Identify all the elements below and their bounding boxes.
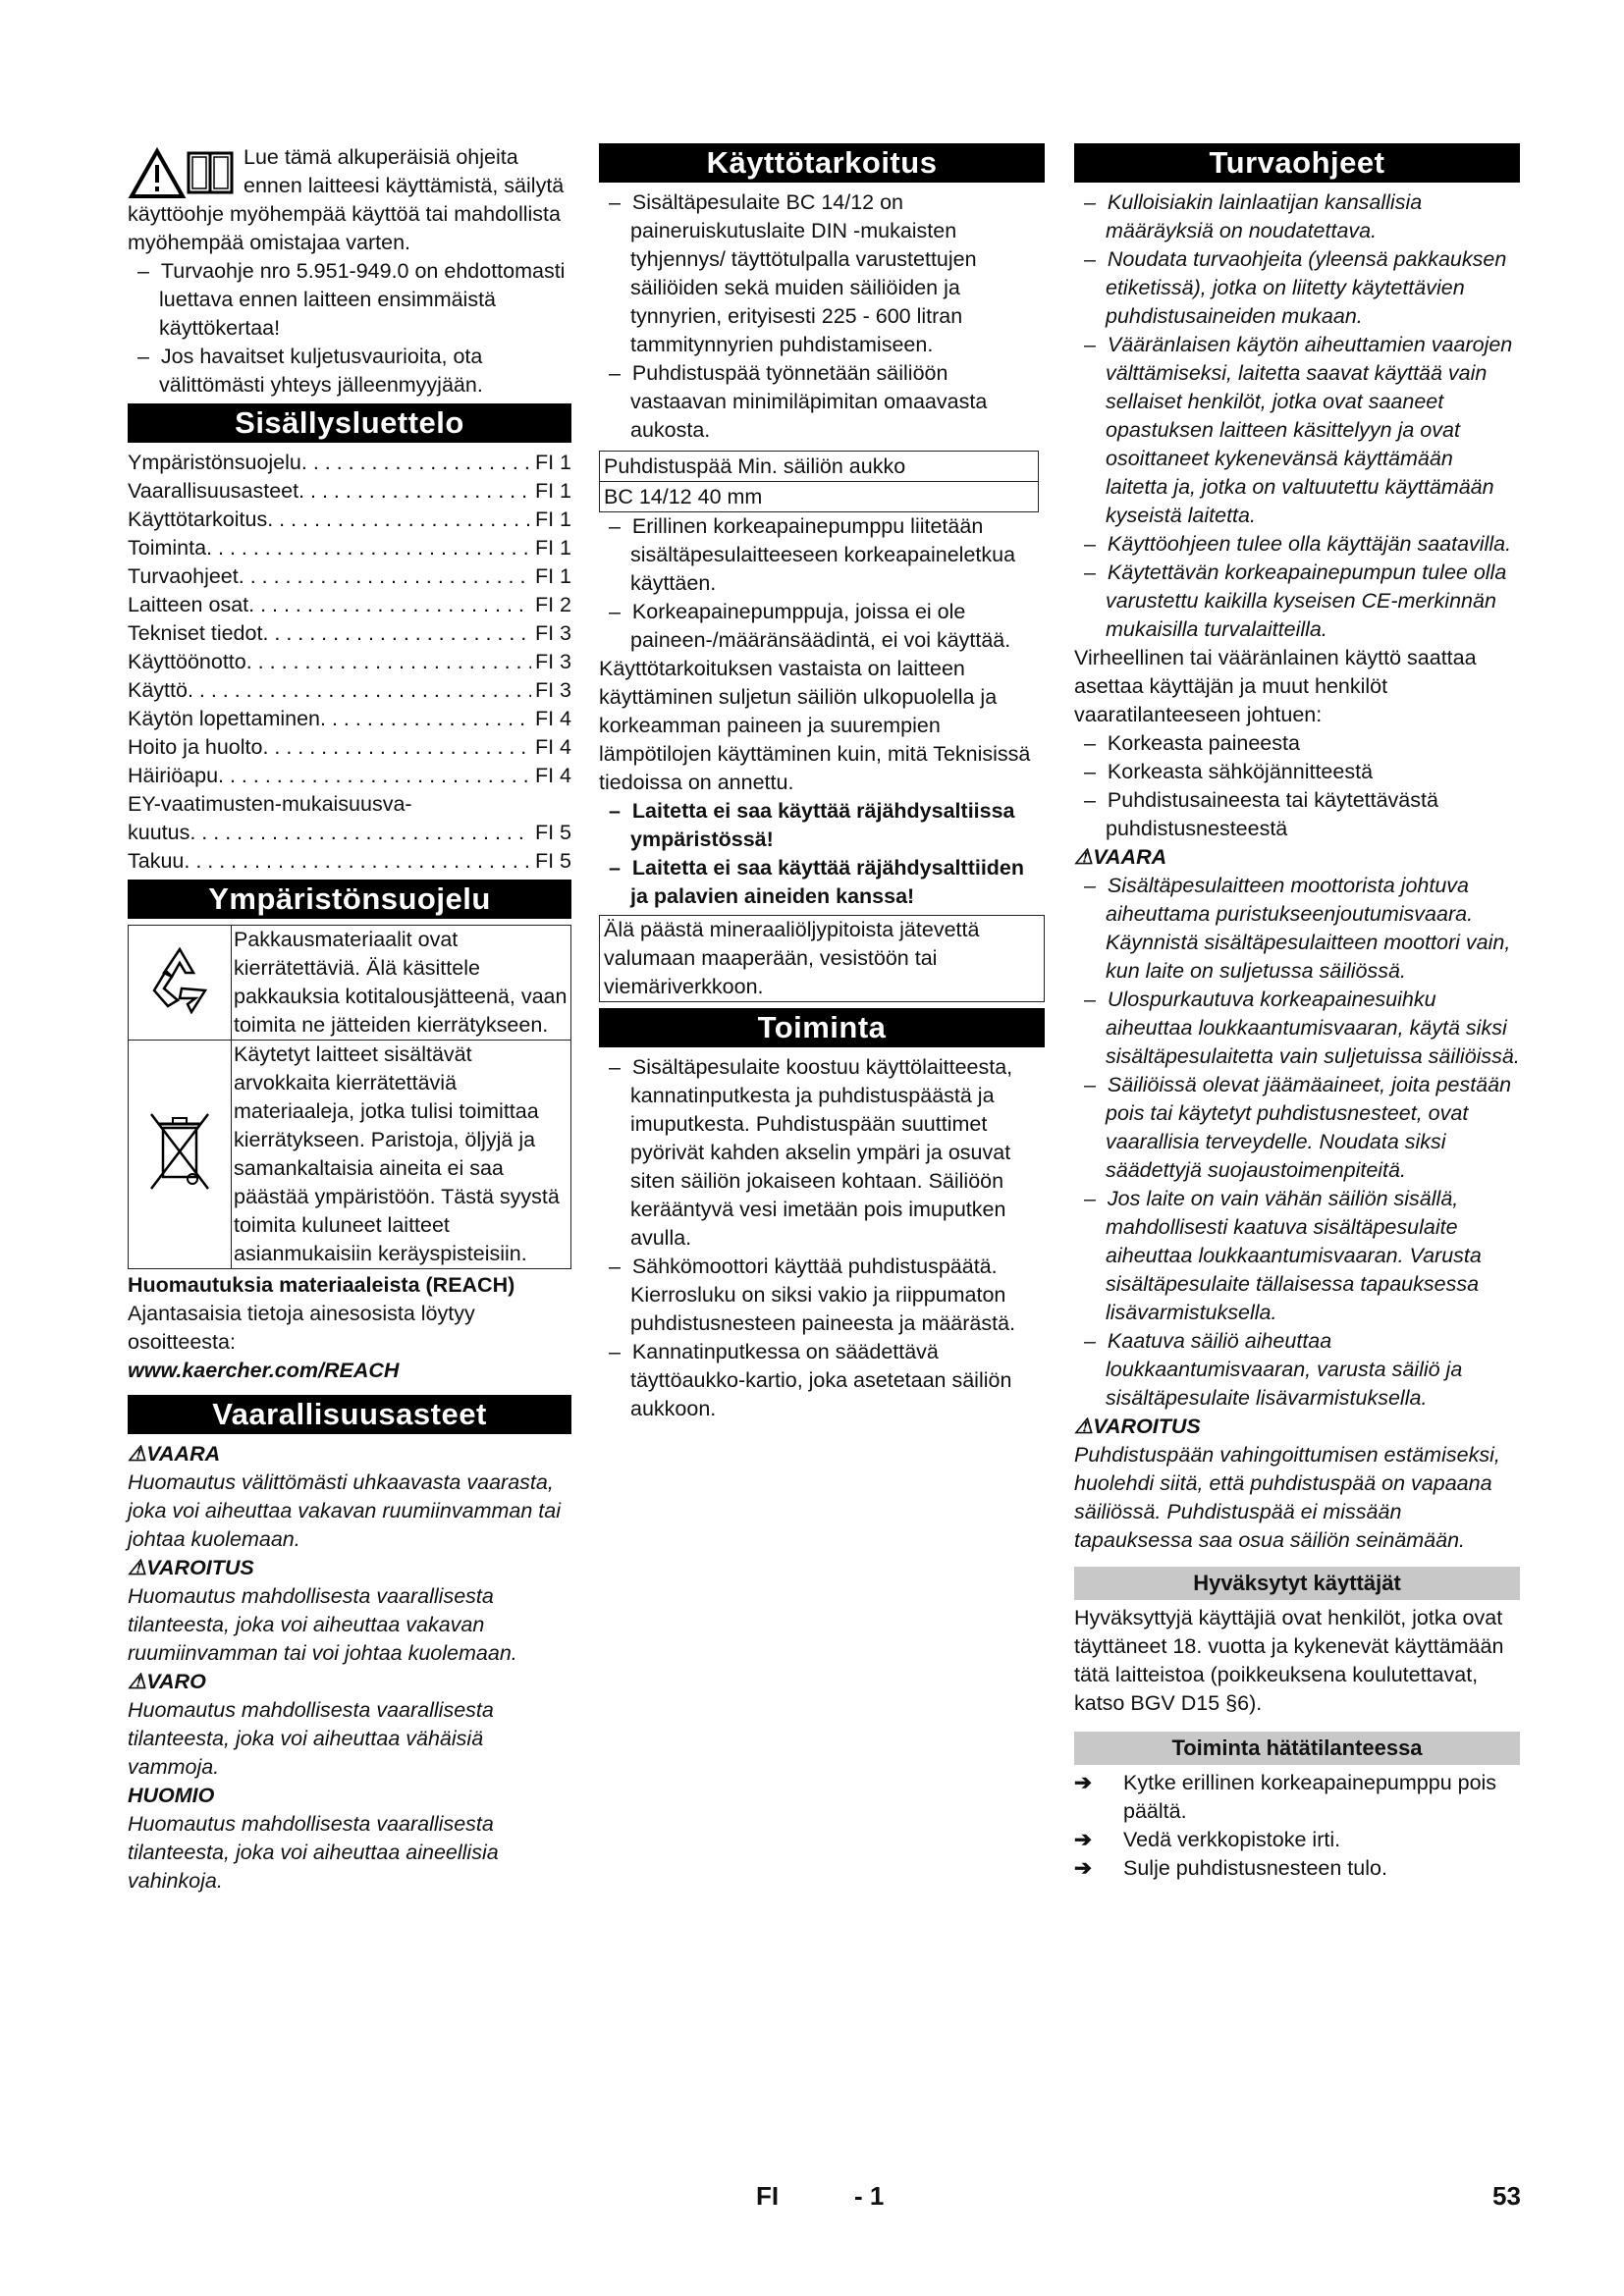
toc-item[interactable]: Ympäristönsuojelu . . . FI 1 [128,449,571,477]
intro-item: – Jos havaitset kuljetusvaurioita, ota välittömästi yhteys jälleenmyyjään. [128,343,571,400]
toc-item[interactable]: Turvaohjeet . . . FI 1 [128,562,571,591]
function-item: – Sähkömoottori käyttää puhdistuspäätä. Kierrosluku on siksi vakio ja riippumaton puhdistusnesteen paineesta ja määrästä. [599,1253,1045,1338]
toc-item[interactable]: Takuu . . . FI 5 [128,847,571,876]
arrow-right-icon: ➔ [1074,1828,1093,1851]
footer-page-number: 53 [1492,2181,1521,2211]
column-middle [599,143,1045,1423]
usage-item: – Puhdistuspää työnnetään säiliöön vastaavan minimiläpimitan omaavasta aukosta. [599,359,1045,445]
footer-section-number: - 1 [854,2181,885,2211]
danger-item: – Säiliöissä olevat jäämäaineet, joita pestään pois tai käytetyt puhdistusnesteet, ovat vaarallisia terveydelle. Noudata siksi säädettyjä suojaustoimenpiteitä. [1074,1071,1520,1185]
emergency-step: ➔ Vedä verkkopistoke irti. [1074,1826,1520,1854]
emergency-step: ➔ Kytke erillinen korkeapainepumppu pois päältä. [1074,1771,1497,1823]
emergency-step: ➔ Sulje puhdistusnesteen tulo. [1074,1854,1520,1883]
usage-item: – Erillinen korkeapainepumppu liitetään sisältäpesulaitteeseen korkeapaineletkua käyttäen. [599,512,1045,598]
safety-item: – Noudata turvaohjeita (yleensä pakkauksen etiketissä), jotka on liitetty käytettävien puhdistusaineiden mukaan. [1074,245,1520,331]
warning-label: ⚠VAROITUS [1074,1415,1201,1438]
usage-note: Älä päästä mineraaliöljypitoista jätevettä valumaan maaperään, vesistöön tai viemäriverkkoon. [599,915,1045,1002]
hazard-label: ⚠VAARA [128,1442,221,1466]
column-left [128,143,571,1896]
safety-item: – Käyttöohjeen tulee olla käyttäjän saatavilla. [1074,530,1520,559]
recycling-icon [129,926,232,1041]
toc-item[interactable]: Käyttötarkoitus . . . FI 1 [128,506,571,534]
hazard-levels [128,1440,571,1896]
hazard-text: Huomautus mahdollisesta vaarallisesta tilanteesta, joka voi aiheuttaa vähäisiä vammoja. [128,1698,494,1779]
toc [128,449,571,876]
toc-item[interactable]: Tekniset tiedot . . . FI 3 [128,619,571,648]
safety-text: Virheellinen tai vääränlainen käyttö saattaa asettaa käyttäjän ja muut henkilöt vaaratilanteeseen johtuen: [1074,646,1477,726]
toc-item[interactable]: Toiminta . . . FI 1 [128,534,571,562]
danger-item: – Jos laite on vain vähän säiliön sisällä, mahdollisesti kaatuva sisältäpesulaite aiheuttaa loukkaantumisvaaran. Varusta sisältäpesulaite tällaisessa tapauksessa lisävarmistuksella. [1074,1185,1520,1327]
emergency-heading: Toiminta hätätilanteessa [1074,1732,1520,1765]
arrow-right-icon: ➔ [1074,1771,1093,1794]
intro-item: – Turvaohje nro 5.951-949.0 on ehdottomasti luettava ennen laitteen ensimmäistä käyttökertaa! [128,257,571,343]
safety-item: – Kulloisiakin lainlaatijan kansallisia määräyksiä on noudatettava. [1074,188,1520,245]
toc-item-wrapped[interactable]: EY-vaatimusten-mukaisuusva- [128,792,412,816]
function-item: – Kannatinputkessa on säädettävä täyttöaukko-kartio, joka asetetaan säiliön aukkoon. [599,1338,1045,1423]
opening-table [599,451,1039,512]
usage-item: – Korkeapainepumppuja, joissa ei ole paineen-/määränsäädintä, ei voi käyttää. [599,598,1045,655]
table-header: Puhdistuspää Min. säiliön aukko [600,452,1039,482]
intro-text: Lue tämä alkuperäisiä ohjeita ennen laitteesi käyttämistä, säilytä käyttöohje myöhempää käyttöä tai mahdollista myöhempää omistajaa varten. [128,145,565,254]
toc-item[interactable]: Käyttö . . . FI 3 [128,676,571,705]
toc-item[interactable]: Vaarallisuusasteet . . . FI 1 [128,477,571,506]
hazard-text: Huomautus välittömästi uhkaavasta vaarasta, joka voi aiheuttaa vakavan ruumiinvamman tai johtaa kuolemaan. [128,1470,561,1551]
toc-item[interactable]: Laitteen osat . . . FI 2 [128,591,571,619]
hazard-label: ⚠VARO [128,1670,206,1693]
warning-text: Puhdistuspään vahingoittumisen estämiseksi, huolehdi siitä, että puhdistuspää on vapaana säiliössä. Puhdistuspää ei missään tapauksessa saa osua säiliön seinämään. [1074,1443,1500,1552]
hazard-heading: Vaarallisuusasteet [128,1395,571,1434]
warning-triangle-icon: ⚠ [128,1442,147,1466]
safety-item: – Käytettävän korkeapainepumpun tulee olla varustettu kaikilla kyseisen CE-merkinnän mukaisilla turvalaitteilla. [1074,559,1520,644]
warning-triangle-icon: ⚠ [128,1670,147,1693]
function-item: – Sisältäpesulaite koostuu käyttölaitteesta, kannatinputkesta ja puhdistuspäästä ja imuputkesta. Puhdistuspään suuttimet pyörivät kahden akselin ympäri ja osuvat siten säiliön jokaiseen kohtaan. Säiliöön kerääntyvä vesi imetään pois imuputken avulla. [599,1053,1045,1253]
usage-bold: – Laitetta ei saa käyttää räjähdysaltiissa ympäristössä! [599,797,1045,854]
warning-triangle-icon: ⚠ [1074,1415,1094,1438]
environment-table [128,925,571,1269]
hazard-text: Huomautus mahdollisesta vaarallisesta tilanteesta, joka voi aiheuttaa aineellisia vahinkoja. [128,1812,499,1893]
hazard-label: ⚠VAROITUS [128,1556,254,1579]
usage-heading: Käyttötarkoitus [599,143,1045,183]
hazard-label: HUOMIO [128,1784,215,1807]
reach-title: Huomautuksia materiaaleista (REACH) [128,1273,515,1297]
devices-text: Käytetyt laitteet sisältävät arvokkaita kierrätettäviä materiaaleja, jotka tulisi toimittaa kierrätykseen. Paristoja, öljyjä ja samankaltaisia aineita ei saa päästää ympäristöön. Tästä syystä toimita kuluneet laitteet asianmukaisiin keräyspisteisiin. [232,1041,571,1269]
hazard-text: Huomautus mahdollisesta vaarallisesta tilanteesta, joka voi aiheuttaa vakavan ruumiinvamman tai voi johtaa kuolemaan. [128,1584,517,1665]
function-heading: Toiminta [599,1008,1045,1047]
toc-item[interactable]: Käyttöönotto . . . FI 3 [128,648,571,676]
intro [128,143,571,400]
column-right [1074,143,1520,1883]
warning-triangle-icon: ⚠ [1074,845,1094,869]
safety-cause: – Puhdistusaineesta tai käytettävästä puhdistusnesteestä [1074,786,1520,843]
toc-item[interactable]: Häiriöapu . . . FI 4 [128,762,571,790]
safety-cause: – Korkeasta paineesta [1074,729,1520,758]
approved-heading: Hyväksytyt käyttäjät [1074,1567,1520,1600]
danger-label: ⚠VAARA [1074,845,1167,869]
safety-item: – Vääränlaisen käytön aiheuttamien vaarojen välttämiseksi, laitetta saavat käyttää vain sellaiset henkilöt, jotka ovat saaneet opastuksen laitteen käsittelyyn ja ovat osoittaneet kykenevänsä käyttämään laitetta ja, jotka on valtuutettu käyttämään kyseistä laitetta. [1074,331,1520,530]
safety-heading: Turvaohjeet [1074,143,1520,183]
footer-language: FI [756,2181,780,2211]
warning-manual-icon [128,143,238,200]
danger-item: – Ulospurkautuva korkeapainesuihku aiheuttaa loukkaantumisvaaran, käytä siksi sisältäpesulaitetta vain suljetuissa säiliöissä. [1074,986,1520,1071]
environment-heading: Ympäristönsuojelu [128,880,571,919]
reach-link[interactable]: www.kaercher.com/REACH [128,1359,400,1382]
approved-text: Hyväksyttyjä käyttäjiä ovat henkilöt, jotka ovat täyttäneet 18. vuotta ja kykenevät käyttämään tätä laitteistoa (poikkeuksena koulutettavat, katso BGV D15 §6). [1074,1606,1504,1715]
crossed-bin-icon [129,1041,232,1269]
toc-item[interactable]: Käytön lopettaminen . . . FI 4 [128,705,571,733]
arrow-right-icon: ➔ [1074,1856,1093,1880]
danger-item: – Sisältäpesulaitteen moottorista johtuva aiheuttama puristukseenjoutumisvaara. Käynnistä sisältäpesulaitteen moottori vain, kun laite on suljetussa säiliössä. [1074,872,1520,986]
usage-bold: – Laitetta ei saa käyttää räjähdysalttiiden ja palavien aineiden kanssa! [599,854,1045,911]
usage-item: – Sisältäpesulaite BC 14/12 on paineruiskutuslaite DIN -mukaisten tyhjennys/ täyttötulpalla varustettujen säiliöiden sekä muiden säiliöiden ja tynnyrien, erityisesti 225 - 600 litran tammitynnyrien puhdistamiseen. [599,188,1045,359]
packaging-text: Pakkausmateriaalit ovat kierrätettäviä. Älä käsittele pakkauksia kotitalousjätteenä, vaan toimita ne jätteiden kierrätykseen. [232,926,571,1041]
safety-cause: – Korkeasta sähköjännitteestä [1074,758,1520,786]
danger-item: – Kaatuva säiliö aiheuttaa loukkaantumisvaaran, varusta säiliö ja sisältäpesulaite lisävarmistuksella. [1074,1327,1520,1413]
toc-item[interactable]: Hoito ja huolto . . . FI 4 [128,733,571,762]
reach-text: Ajantasaisia tietoja ainesosista löytyy osoitteesta: [128,1302,475,1354]
table-row: BC 14/12 40 mm [600,482,1039,512]
warning-triangle-icon: ⚠ [128,1556,147,1579]
toc-heading: Sisällysluettelo [128,403,571,443]
toc-item[interactable]: kuutus . . . FI 5 [128,819,571,847]
usage-text: Käyttötarkoituksen vastaista on laitteen käyttäminen suljetun säiliön ulkopuolella ja korkeamman paineen ja suurempien lämpötilojen käyttäminen kuin, mitä Teknisissä tiedoissa on annettu. [599,657,1031,794]
